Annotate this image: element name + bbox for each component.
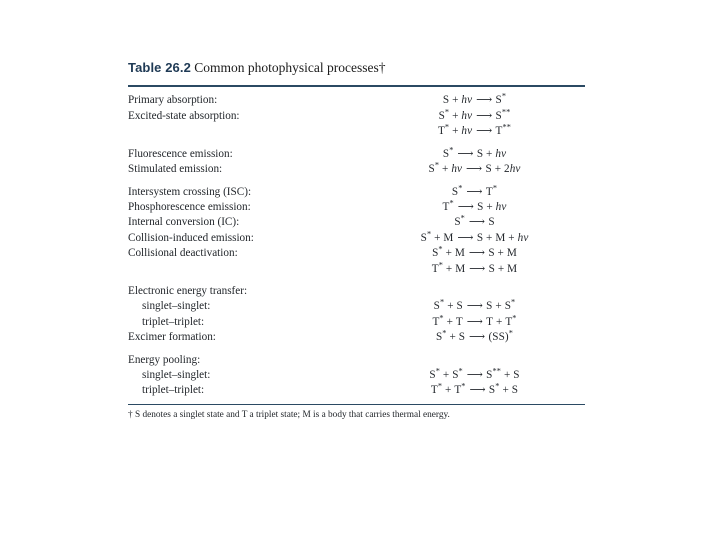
table-row — [128, 353, 585, 368]
process-equation — [364, 330, 585, 345]
table-footnote: † S denotes a singlet state and T a triplet state; M is a body that carries thermal energy. — [128, 410, 450, 421]
table-row — [128, 147, 585, 162]
process-label — [128, 124, 364, 139]
equation-text: S* ⟶ S — [454, 213, 495, 229]
equation-text: T* ⟶ S + hν — [442, 198, 507, 213]
process-equation — [364, 124, 585, 139]
process-label — [128, 383, 364, 398]
table-row — [128, 368, 585, 383]
process-equation — [364, 182, 585, 200]
process-label: Collisional deactivation: — [128, 247, 238, 260]
process-equation — [364, 215, 585, 230]
table-caption-text: Common photophysical processes† — [194, 60, 386, 75]
process-label — [128, 368, 364, 383]
process-equation — [364, 284, 585, 299]
table-row-spacer — [128, 140, 585, 147]
table-row-spacer — [128, 178, 585, 185]
equation-text: T* + hν ⟶ T** — [437, 122, 512, 138]
process-equation — [364, 246, 585, 261]
table-row — [128, 330, 585, 345]
equation-text: S* ⟶ S + hν — [442, 144, 507, 160]
equation-text: S* + hν ⟶ S + 2hν — [428, 160, 521, 176]
table-row — [128, 262, 585, 277]
spacer-cell — [364, 140, 585, 147]
table-row — [128, 284, 585, 299]
process-equation — [364, 162, 585, 177]
equation-text: T* + T* ⟶ S* + S — [430, 381, 519, 397]
spacer-cell — [364, 178, 585, 185]
equation-text: S* + M ⟶ S + M — [432, 244, 517, 260]
process-equation — [364, 109, 585, 124]
table-row — [128, 93, 585, 108]
equation-text: S* + S ⟶ S + S* — [433, 297, 516, 313]
table-body — [128, 93, 585, 398]
table-row — [128, 215, 585, 230]
table-row — [128, 246, 585, 261]
equation-text: T* + T ⟶ T + T* — [432, 313, 517, 328]
process-equation — [364, 353, 585, 368]
process-label-text: singlet–singlet: — [142, 300, 211, 313]
process-equation — [364, 144, 585, 162]
spacer-cell — [128, 346, 364, 353]
spacer-cell — [128, 277, 364, 284]
table-row — [128, 124, 585, 139]
process-equation — [364, 368, 585, 383]
spacer-cell — [364, 277, 585, 284]
spacer-cell — [128, 178, 364, 185]
table-bottom-rule — [128, 404, 585, 406]
process-label: Fluorescence emission: — [128, 147, 233, 160]
process-label-text: triplet–triplet: — [142, 315, 205, 328]
process-label — [128, 315, 364, 330]
process-equation — [364, 228, 585, 246]
process-equation — [364, 200, 585, 215]
equation-text: S* + S* ⟶ S** + S — [429, 366, 520, 381]
table-top-rule — [128, 85, 585, 88]
table-row — [128, 200, 585, 215]
equation-text: S* + S ⟶ (SS)* — [435, 328, 514, 344]
equation-text: S + hν ⟶ S* — [442, 91, 507, 107]
process-label: Intersystem crossing (ISC): — [128, 185, 252, 198]
equation-text: S* + hν ⟶ S** — [438, 107, 511, 122]
process-label — [128, 262, 364, 277]
table-row — [128, 109, 585, 124]
table-row — [128, 185, 585, 200]
table-row — [128, 383, 585, 398]
process-label: Excited-state absorption: — [128, 109, 240, 122]
spacer-cell — [364, 346, 585, 353]
process-label: Primary absorption: — [128, 94, 218, 107]
process-label: Electronic energy transfer: — [128, 284, 248, 297]
equation-text: T* + M ⟶ S + M — [431, 259, 518, 275]
process-label — [128, 299, 364, 314]
process-equation — [364, 93, 585, 108]
process-equation — [364, 315, 585, 330]
process-label: Stimulated emission: — [128, 163, 223, 176]
table-row-spacer — [128, 346, 585, 353]
process-label: Internal conversion (IC): — [128, 216, 240, 229]
photophysical-process-table — [128, 93, 585, 398]
process-label-text: singlet–singlet: — [142, 368, 211, 381]
equation-text: S* ⟶ T* — [451, 182, 498, 198]
process-label: Excimer formation: — [128, 331, 216, 344]
table-26-2 — [128, 60, 588, 422]
table-row-spacer — [128, 277, 585, 284]
table-number-label: Table 26.2 — [128, 60, 191, 75]
process-equation — [364, 259, 585, 277]
process-label: Collision-induced emission: — [128, 231, 254, 244]
process-label: Phosphorescence emission: — [128, 200, 251, 213]
process-equation — [364, 299, 585, 314]
process-label: Energy pooling: — [128, 353, 201, 366]
process-label-text: triplet–triplet: — [142, 384, 205, 397]
table-row — [128, 315, 585, 330]
table-row — [128, 162, 585, 177]
table-caption — [128, 60, 588, 77]
equation-text: S* + M ⟶ S + M + hν — [420, 228, 529, 244]
process-equation — [364, 383, 585, 398]
table-row — [128, 231, 585, 246]
spacer-cell — [128, 140, 364, 147]
